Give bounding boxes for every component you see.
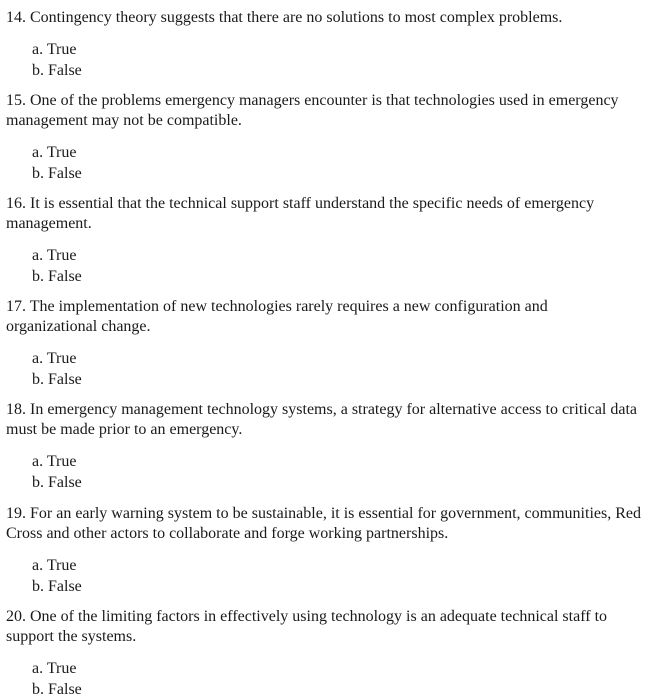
option-false[interactable]: b. False [32, 62, 82, 79]
question-text: 20. One of the limiting factors in effectively using technology is an adequate technical staff to support the systems. [6, 608, 608, 645]
question-text: 15. One of the problems emergency managers encounter is that technologies used in emergency management may not be compatible. [6, 92, 619, 129]
question-text: 17. The implementation of new technologies rarely requires a new configuration and organizational change. [6, 298, 548, 335]
option-true[interactable]: a. True [32, 144, 77, 161]
answer-options [6, 142, 642, 184]
option-true[interactable]: a. True [32, 557, 77, 574]
option-true[interactable]: a. True [32, 41, 77, 58]
option-false[interactable]: b. False [32, 268, 82, 285]
question-18 [6, 400, 642, 493]
question-14 [6, 8, 642, 81]
option-false[interactable]: b. False [32, 681, 82, 698]
question-text: 14. Contingency theory suggests that there are no solutions to most complex problems. [6, 9, 563, 26]
option-true[interactable]: a. True [32, 660, 77, 677]
question-20 [6, 607, 642, 700]
option-true[interactable]: a. True [32, 453, 77, 470]
option-false[interactable]: b. False [32, 371, 82, 388]
option-false[interactable]: b. False [32, 578, 82, 595]
question-17 [6, 297, 642, 390]
answer-options [6, 451, 642, 493]
answer-options [6, 658, 642, 700]
option-false[interactable]: b. False [32, 474, 82, 491]
answer-options [6, 555, 642, 597]
option-true[interactable]: a. True [32, 350, 77, 367]
question-16 [6, 194, 642, 287]
answer-options [6, 348, 642, 390]
question-text: 19. For an early warning system to be sustainable, it is essential for government, communities, Red Cross and other actors to collaborate and forge working partnerships. [6, 505, 641, 542]
question-15 [6, 91, 642, 184]
option-false[interactable]: b. False [32, 165, 82, 182]
answer-options [6, 245, 642, 287]
answer-options [6, 39, 642, 81]
question-text: 18. In emergency management technology systems, a strategy for alternative access to critical data must be made prior to an emergency. [6, 401, 638, 438]
question-19 [6, 504, 642, 597]
question-text: 16. It is essential that the technical support staff understand the specific needs of emergency management. [6, 195, 595, 232]
option-true[interactable]: a. True [32, 247, 77, 264]
